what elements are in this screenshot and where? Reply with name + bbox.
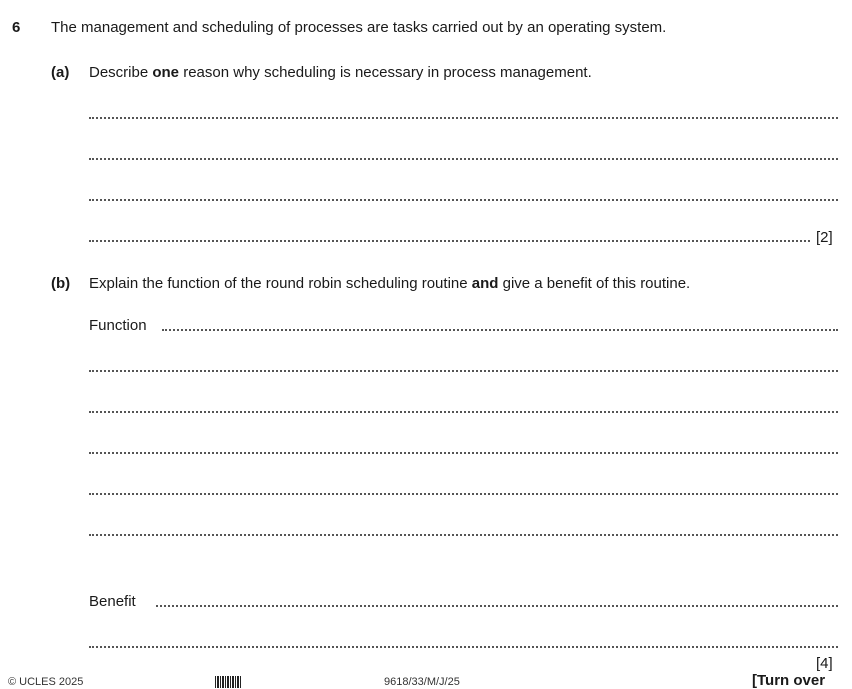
answer-line-benefit-2[interactable] [89, 646, 838, 648]
part-a-text-bold: one [152, 64, 180, 81]
part-b-text-bold: and [471, 275, 499, 292]
part-b-marks: [4] [816, 655, 833, 672]
answer-line-function-5[interactable] [89, 493, 838, 495]
answer-line-function-3[interactable] [89, 411, 838, 413]
answer-line-function-4[interactable] [89, 452, 838, 454]
part-b-prompt [89, 275, 690, 292]
answer-line-a3[interactable] [89, 199, 838, 201]
answer-line-benefit-1[interactable] [156, 605, 838, 607]
barcode-icon [215, 676, 241, 688]
footer-paper-code: 9618/33/M/J/25 [384, 676, 460, 688]
answer-line-a2[interactable] [89, 158, 838, 160]
benefit-label: Benefit [89, 593, 136, 610]
part-b-label: (b) [51, 275, 71, 292]
part-b-text-after: give a benefit of this routine. [498, 275, 691, 292]
answer-line-a4[interactable] [89, 240, 810, 242]
part-b-text-before: Explain the function of the round robin scheduling routine [89, 275, 472, 292]
part-a-prompt [89, 64, 592, 81]
function-label: Function [89, 317, 147, 334]
part-a-text-after: reason why scheduling is necessary in process management. [179, 64, 592, 81]
part-a-marks: [2] [816, 229, 833, 246]
answer-line-function-2[interactable] [89, 370, 838, 372]
footer-copyright: © UCLES 2025 [8, 676, 84, 688]
question-number: 6 [12, 19, 21, 36]
question-stem: The management and scheduling of processes are tasks carried out by an operating system. [51, 19, 667, 36]
answer-line-a1[interactable] [89, 117, 838, 119]
part-a-label: (a) [51, 64, 70, 81]
turn-over-label: [Turn over [752, 672, 826, 689]
answer-line-function-1[interactable] [162, 329, 838, 331]
part-a-text-before: Describe [89, 64, 153, 81]
answer-line-function-6[interactable] [89, 534, 838, 536]
